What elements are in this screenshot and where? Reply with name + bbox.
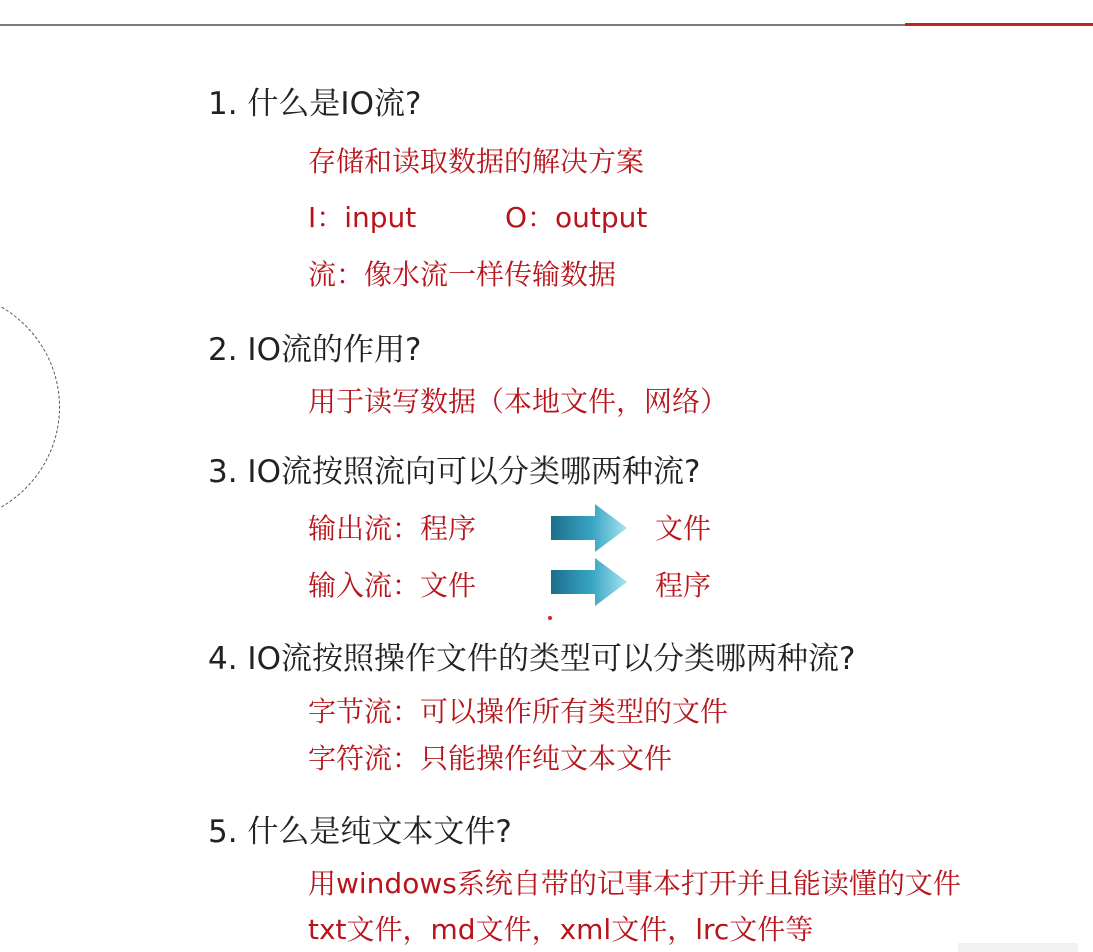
question-1-title: 1. 什么是IO流?	[208, 86, 422, 122]
question-2-title: 2. IO流的作用?	[208, 332, 422, 368]
flow-2-target: 程序	[655, 569, 712, 602]
arrow-right-icon	[549, 556, 629, 608]
pointer-dot	[548, 616, 552, 620]
question-1-answer-2: 流：像水流一样传输数据	[308, 258, 617, 291]
flow-1-target: 文件	[655, 512, 712, 545]
question-5-answer-1: 用windows系统自带的记事本打开并且能读懂的文件	[308, 867, 961, 900]
question-1-answer-1: 存储和读取数据的解决方案	[308, 145, 645, 178]
flow-2-label: 输入流：文件	[308, 569, 477, 602]
question-5-answer-2: txt文件，md文件，xml文件，lrc文件等	[308, 913, 814, 946]
question-1-io-output: O：output	[505, 201, 648, 234]
question-1-io-input: I：input	[308, 201, 417, 234]
question-2-answer-1: 用于读写数据（本地文件，网络）	[308, 385, 729, 418]
decorative-dashed-circle	[0, 290, 60, 524]
flow-1-label: 输出流：程序	[308, 512, 477, 545]
question-3-title: 3. IO流按照流向可以分类哪两种流?	[208, 454, 701, 490]
header-accent-line	[905, 23, 1093, 26]
arrow-right-icon	[549, 502, 629, 554]
question-4-answer-1: 字节流：可以操作所有类型的文件	[308, 695, 729, 728]
question-4-answer-2: 字符流：只能操作纯文本文件	[308, 742, 673, 775]
question-5-title: 5. 什么是纯文本文件?	[208, 814, 512, 850]
question-4-title: 4. IO流按照操作文件的类型可以分类哪两种流?	[208, 641, 856, 677]
watermark-logo	[958, 940, 1078, 952]
